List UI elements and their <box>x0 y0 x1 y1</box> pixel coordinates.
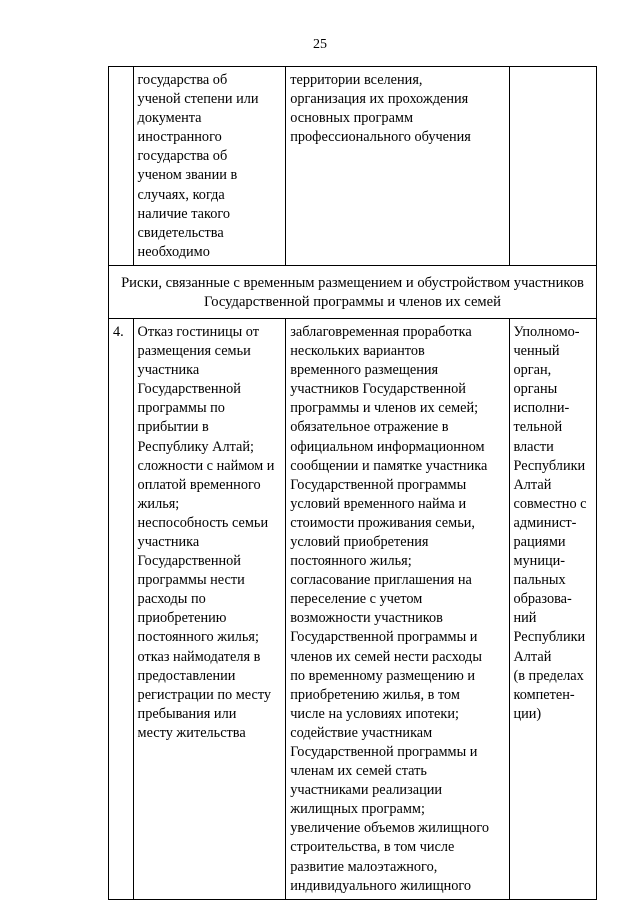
text-line: программы нести <box>137 572 245 589</box>
text-line: Государственной программы и членов их семей <box>204 293 501 310</box>
text-line: наличие такого <box>137 205 231 222</box>
text-line: условий приобретения <box>290 533 429 550</box>
text-line: рациями <box>513 533 566 550</box>
text-line: орган, <box>513 362 552 379</box>
text-line: ученом звании в <box>137 167 238 184</box>
text-line: необходимо <box>137 243 210 260</box>
cell-responsible <box>510 318 597 899</box>
text-line: расходы по <box>137 591 206 608</box>
text-line: регистрации по месту <box>137 686 272 703</box>
cell-number <box>109 67 134 266</box>
text-line: исполни- <box>513 400 570 417</box>
text-line: ченный <box>513 343 560 360</box>
text-line: органы <box>513 381 558 398</box>
text-line: заблаговременная проработка <box>290 323 472 340</box>
text-line: основных программ <box>290 110 414 127</box>
text-line: организация их прохождения <box>290 91 469 108</box>
text-line: территории вселения, <box>290 72 423 88</box>
text-line: строительства, в том числе <box>290 839 455 856</box>
text-line: Алтай <box>513 648 552 665</box>
text-line: условий временного найма и <box>290 495 467 512</box>
text-line: Государственной программы и <box>290 629 478 646</box>
text-line: Государственной <box>137 381 241 398</box>
text-line: Алтай <box>513 476 552 493</box>
text-line: иностранного <box>137 129 222 146</box>
text-line: случаях, когда <box>137 186 225 203</box>
text-line: пальных <box>513 572 566 589</box>
section-header <box>109 265 597 318</box>
text-line: тельной <box>513 419 563 436</box>
text-line: содействие участникам <box>290 724 433 741</box>
text-line: Государственной программы и <box>290 744 478 760</box>
text-line: развитие малоэтажного, <box>290 858 438 875</box>
text-line: документа <box>137 110 202 127</box>
cell-responsible <box>510 67 597 266</box>
text-line: предоставлении <box>137 667 236 684</box>
text-line: членам их семей стать <box>290 763 427 780</box>
text-line: постоянного жилья; <box>290 553 412 570</box>
text-line: админист- <box>513 514 577 531</box>
text-line: Риски, связанные с временным размещением и обустройством участников <box>121 274 584 291</box>
text-line: (в пределах <box>513 667 584 684</box>
text-line: размещения семьи <box>137 343 251 360</box>
text-line: постоянного жилья; <box>137 629 259 646</box>
text-line: участника <box>137 362 200 379</box>
text-line: Республику Алтай; <box>137 438 254 455</box>
text-line: компетен- <box>513 686 575 703</box>
text-line: переселение с учетом <box>290 591 423 608</box>
text-line: официальном информационном <box>290 438 485 455</box>
text-line: участника <box>137 533 200 550</box>
measures-table <box>108 66 597 900</box>
text-line: профессионального обучения <box>290 129 471 146</box>
text-line: пребывания или <box>137 705 237 722</box>
text-line: оплатой временного <box>137 476 261 493</box>
text-line: месту жительства <box>137 724 246 741</box>
text-line: государства об <box>137 148 228 165</box>
text-line: ции) <box>513 705 542 722</box>
text-line: возможности участников <box>290 610 443 627</box>
text-line: Государственной программы <box>290 476 467 493</box>
cell-measures <box>286 67 510 266</box>
section-header-row <box>109 265 597 318</box>
text-line: неспособность семьи <box>137 514 269 531</box>
text-line: государства об <box>137 72 228 88</box>
text-line: ний <box>513 610 537 627</box>
text-line: участников Государственной <box>290 381 466 398</box>
text-line: Республики <box>513 457 586 474</box>
text-line: сообщении и памятке участника <box>290 457 488 474</box>
cell-measures <box>286 318 510 899</box>
text-line: индивидуального жилищного <box>290 877 472 894</box>
text-line: обязательное отражение в <box>290 419 449 436</box>
cell-number: 4. <box>109 318 134 899</box>
text-line: совместно с <box>513 495 587 512</box>
page-number: 25 <box>313 37 327 52</box>
text-line: образова- <box>513 591 572 608</box>
text-line: программы по <box>137 400 225 417</box>
text-line: жилищных программ; <box>290 801 425 818</box>
text-line: Государственной <box>137 553 241 570</box>
text-line: Уполномо- <box>513 323 580 340</box>
text-line: приобретению <box>137 610 227 627</box>
text-line: согласование приглашения на <box>290 572 472 589</box>
text-line: увеличение объемов жилищного <box>290 820 490 837</box>
text-line: отказ наймодателя в <box>137 648 261 665</box>
text-line: нескольких вариантов <box>290 343 425 360</box>
text-line: Республики <box>513 629 586 646</box>
text-line: членов их семей нести расходы <box>290 648 482 665</box>
text-line: стоимости проживания семьи, <box>290 514 475 531</box>
table-row-continuation <box>109 67 597 266</box>
text-line: участниками реализации <box>290 782 443 799</box>
text-line: Отказ гостиницы от <box>137 323 260 340</box>
text-line: власти <box>513 438 554 455</box>
text-line: прибытии в <box>137 419 209 436</box>
cell-risk <box>133 318 286 899</box>
text-line: сложности с наймом и <box>137 457 275 474</box>
cell-risk <box>133 67 286 266</box>
text-line: жилья; <box>137 495 180 512</box>
text-line: муници- <box>513 553 566 570</box>
text-line: ученой степени или <box>137 91 259 108</box>
text-line: программы и членов их семей; <box>290 400 479 417</box>
text-line: по временному размещению и <box>290 667 476 684</box>
text-line: числе на условиях ипотеки; <box>290 705 459 722</box>
text-line: временного размещения <box>290 362 439 379</box>
text-line: приобретению жилья, в том <box>290 686 460 703</box>
text-line: свидетельства <box>137 224 224 241</box>
table-row-4 <box>109 318 597 899</box>
